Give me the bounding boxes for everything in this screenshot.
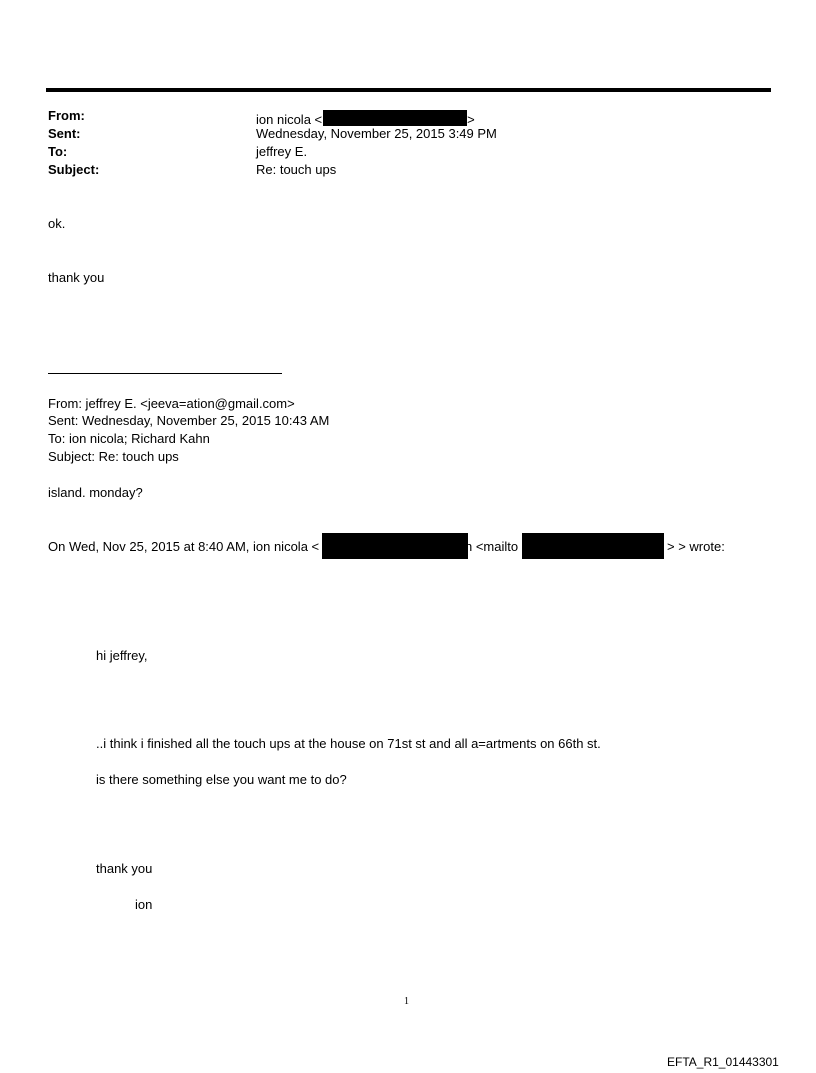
inner-thanks: thank you: [96, 861, 153, 876]
redaction-box: [323, 110, 467, 126]
quoted-from: From: jeffrey E. <jeeva=ation@gmail.com>: [48, 396, 295, 411]
redaction-box: [522, 533, 664, 559]
header-rule: [46, 88, 771, 92]
from-value: [256, 108, 475, 128]
from-label: From:: [48, 108, 85, 123]
quoted-sent: Sent: Wednesday, November 25, 2015 10:43 AM: [48, 413, 330, 428]
on-wrote-suffix: > > wrote:: [667, 539, 725, 554]
to-label: To:: [48, 144, 68, 159]
page-number: 1: [404, 996, 409, 1007]
redaction-box: [322, 533, 468, 559]
bates-number: EFTA_R1_01443301: [667, 1055, 779, 1069]
from-close: >: [467, 112, 475, 127]
inner-greeting: hi jeffrey,: [96, 648, 148, 663]
on-wrote-line: On Wed, Nov 25, 2015 at 8:40 AM, ion nicola <: [48, 539, 320, 554]
sent-label: Sent:: [48, 126, 81, 141]
quoted-to: To: ion nicola; Richard Kahn: [48, 431, 210, 446]
sent-value: Wednesday, November 25, 2015 3:49 PM: [256, 126, 497, 141]
body-line-ok: ok.: [48, 216, 66, 231]
inner-signature: ion: [135, 897, 153, 912]
subject-label: Subject:: [48, 162, 100, 177]
inner-line-2: is there something else you want me to do?: [96, 772, 347, 787]
to-value: jeffrey E.: [256, 144, 308, 159]
body-line-thanks: thank you: [48, 270, 105, 285]
quoted-subject: Subject: Re: touch ups: [48, 449, 179, 464]
separator-line: [48, 373, 282, 374]
from-name: ion nicola <: [256, 112, 323, 127]
quoted-message: island. monday?: [48, 485, 143, 500]
subject-value: Re: touch ups: [256, 162, 337, 177]
on-wrote-mid: n <mailto: [465, 539, 519, 554]
inner-line-1: ..i think i finished all the touch ups at the house on 71st st and all a=artments on 66th st.: [96, 736, 601, 751]
